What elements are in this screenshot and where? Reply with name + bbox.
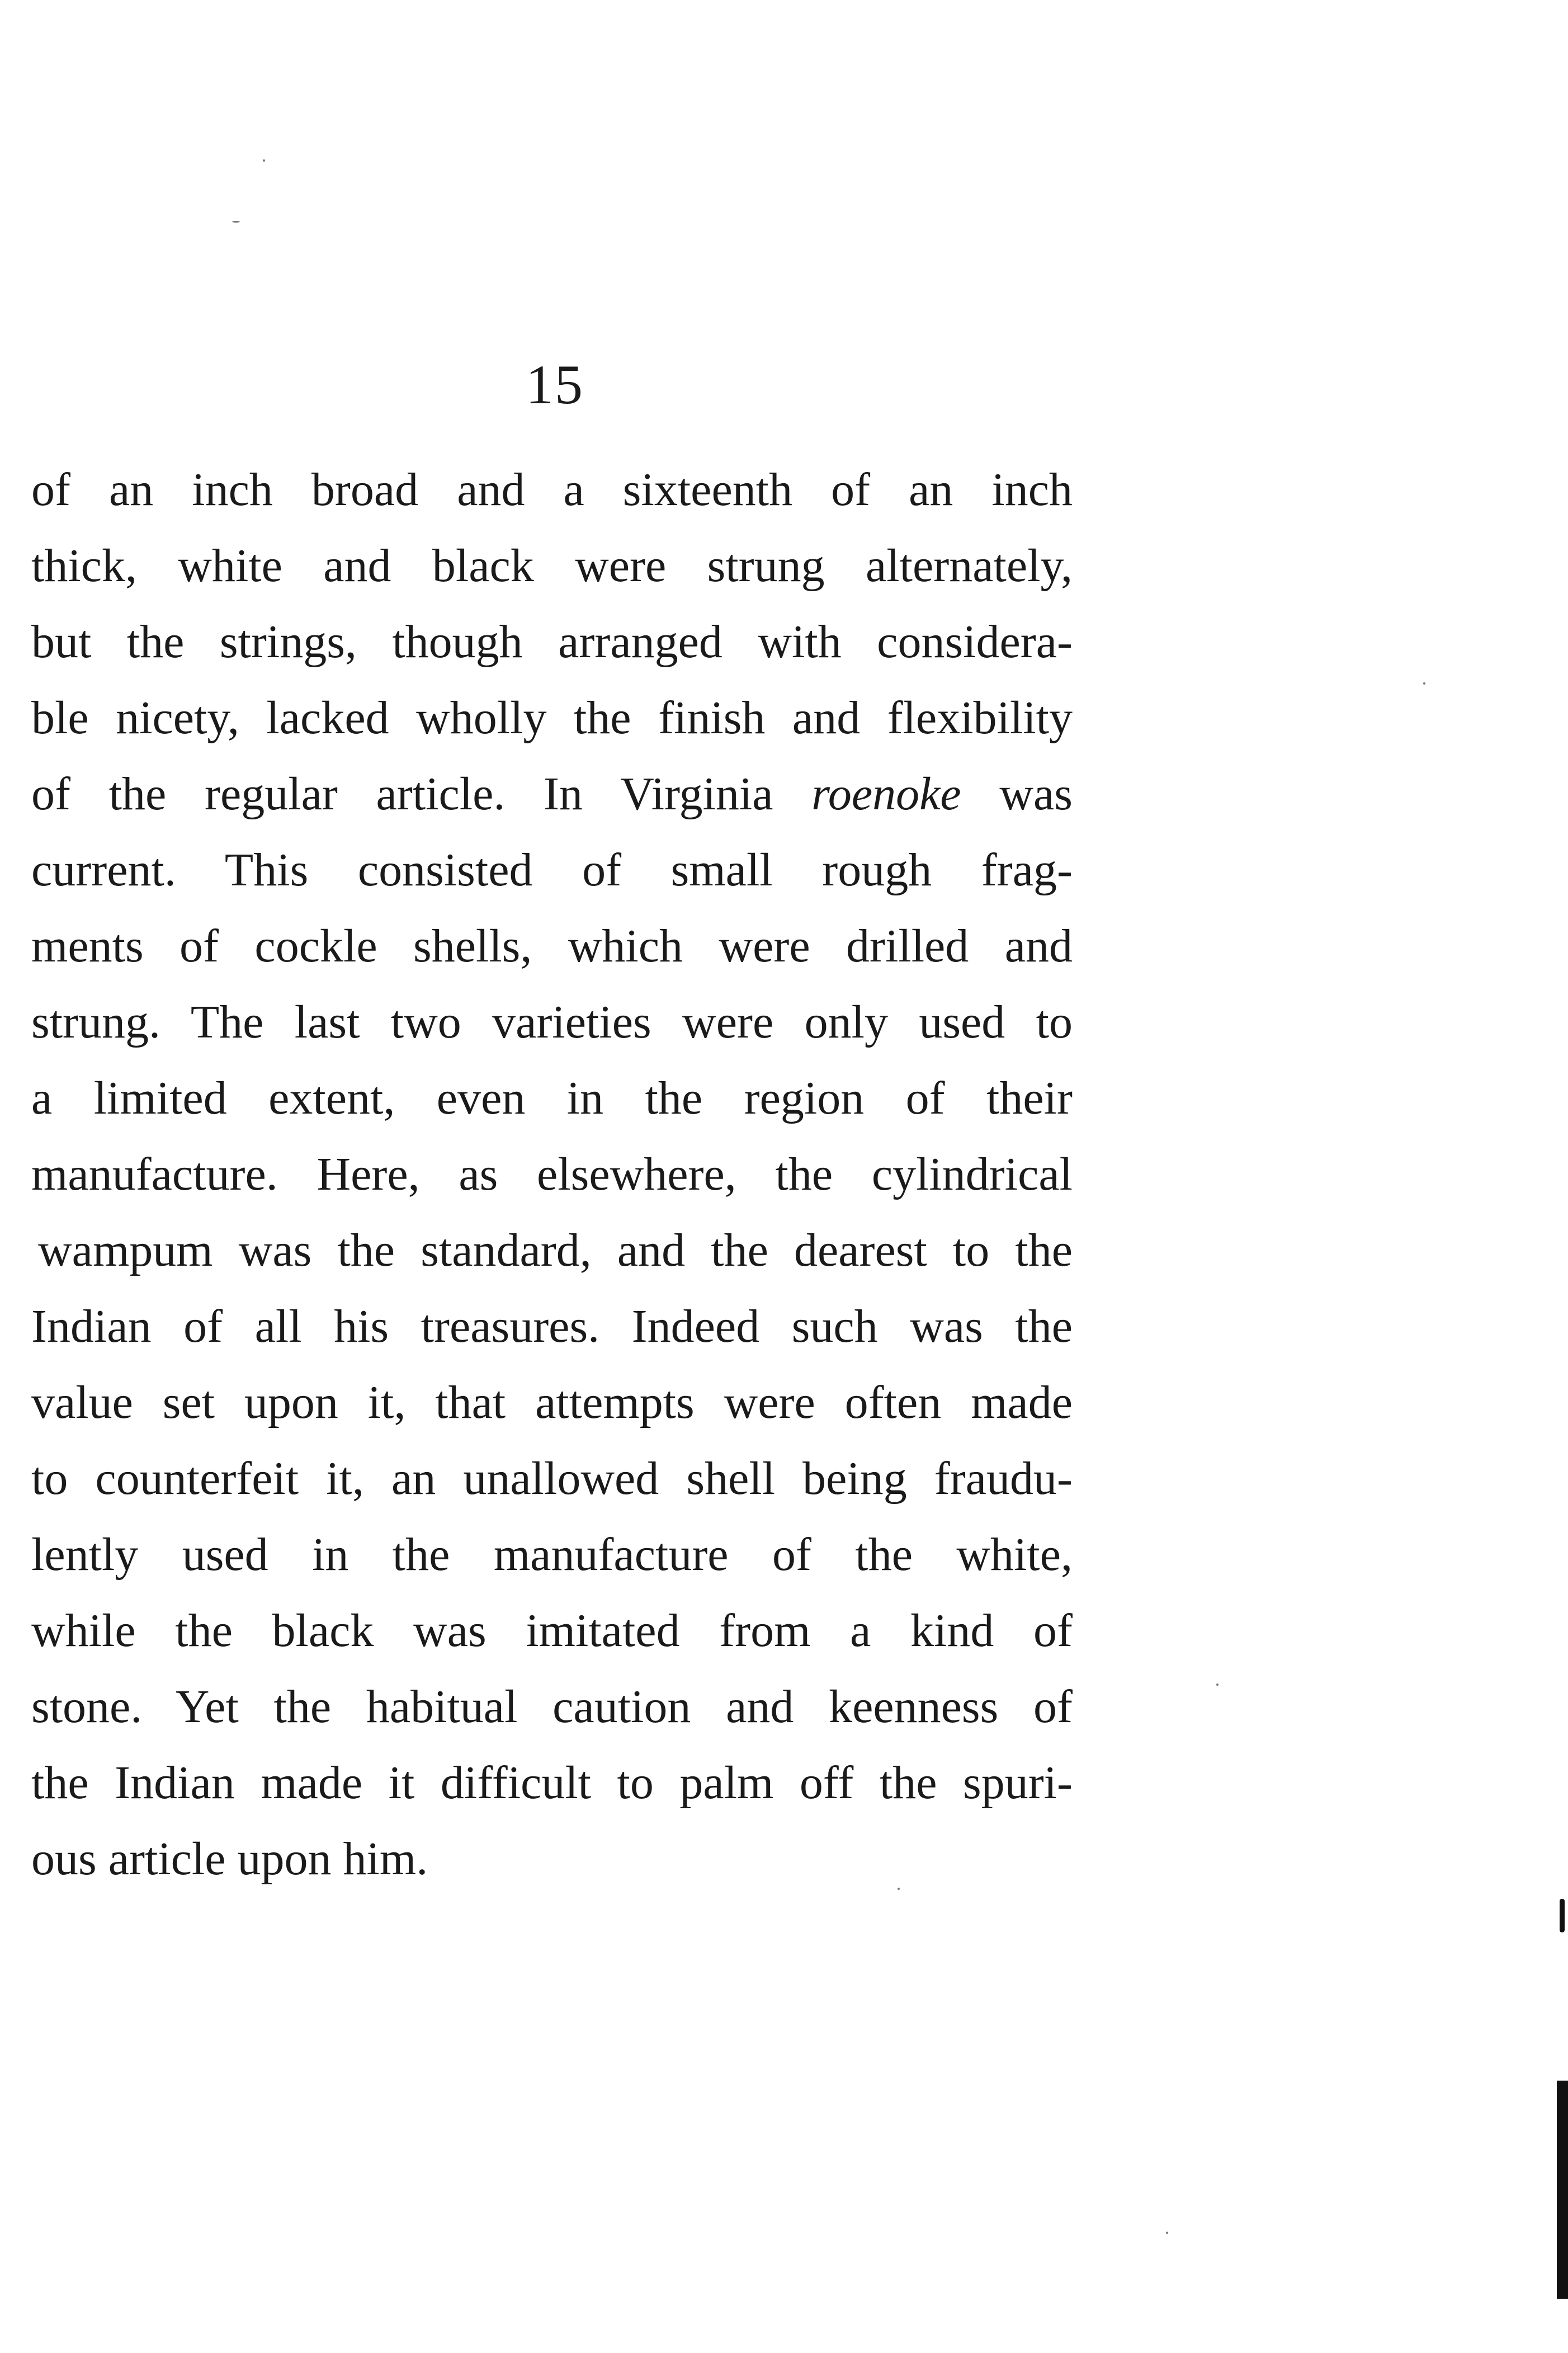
text-line: manufacture. Here, as elsewhere, the cylindrical	[31, 1148, 1073, 1200]
text-line: strung. The last two varieties were only used to	[31, 996, 1073, 1048]
text-line: a limited extent, even in the region of their	[31, 1072, 1073, 1124]
text-line: the Indian made it difficult to palm off the spuri-	[31, 1757, 1073, 1809]
scan-speck	[1216, 1684, 1218, 1686]
text-line-final: ous article upon him.	[31, 1833, 428, 1885]
text-line: value set upon it, that attempts were often made	[31, 1376, 1073, 1428]
text-line: ble nicety, lacked wholly the finish and flexibility	[31, 692, 1073, 744]
text-line: wampum was the standard, and the dearest to the	[38, 1224, 1073, 1276]
scan-speck	[1423, 682, 1425, 685]
text-line: of an inch broad and a sixteenth of an inch	[31, 464, 1073, 516]
text-line: lently used in the manufacture of the white,	[31, 1529, 1073, 1581]
text-line-with-italic	[31, 756, 1073, 832]
text-line: thick, white and black were strung alternately,	[31, 540, 1073, 592]
scan-speck	[1166, 2232, 1168, 2234]
page-number: 15	[526, 353, 584, 416]
text-line: but the strings, though arranged with considera-	[31, 616, 1073, 668]
italic-term: roenoke	[811, 768, 961, 820]
text-line: Indian of all his treasures. Indeed such was the	[31, 1300, 1073, 1352]
scan-edge-bar	[1557, 2081, 1568, 2299]
text-line: while the black was imitated from a kind of	[31, 1605, 1073, 1657]
text-line: current. This consisted of small rough frag-	[31, 844, 1073, 896]
text-line: ments of cockle shells, which were drilled and	[31, 920, 1073, 972]
scan-edge-mark	[1560, 1899, 1565, 1932]
text-segment: of the regular article. In Virginia	[31, 768, 812, 820]
text-line: to counterfeit it, an unallowed shell being fraudu-	[31, 1453, 1073, 1505]
scan-speck	[898, 1888, 900, 1890]
body-text	[31, 452, 1073, 1897]
scan-speck	[232, 221, 240, 223]
text-segment: was	[961, 768, 1073, 820]
text-line: stone. Yet the habitual caution and keenness of	[31, 1681, 1073, 1733]
scan-speck	[263, 159, 265, 162]
